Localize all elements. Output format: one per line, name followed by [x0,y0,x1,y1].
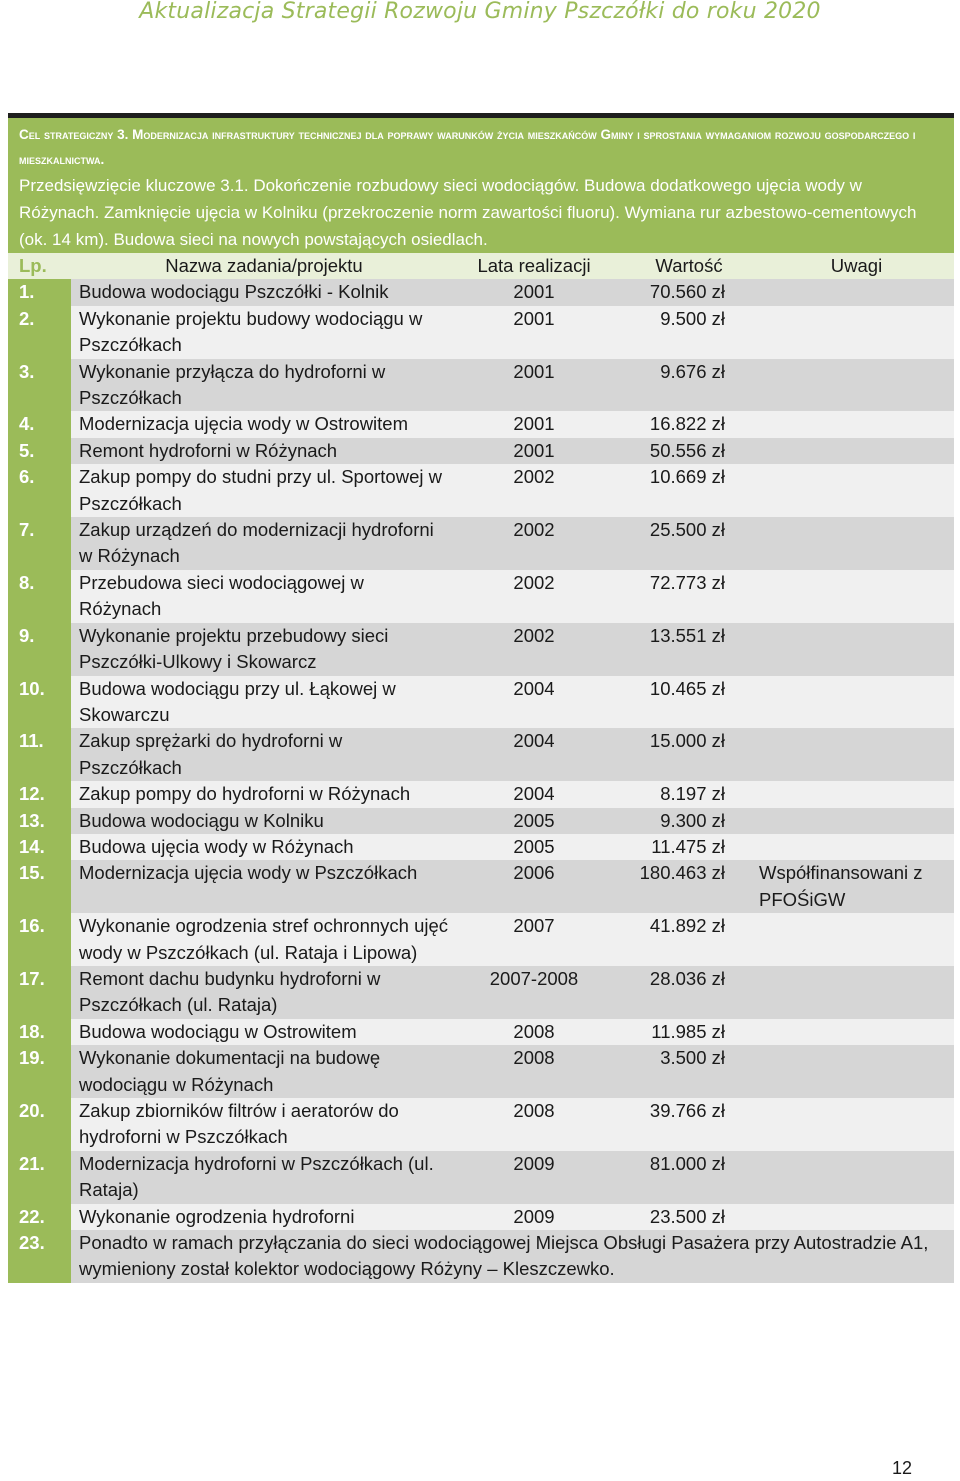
row-value: 25.500 zł [619,517,759,570]
row-years: 2001 [449,411,619,437]
row-notes [759,676,954,729]
row-name: Budowa wodociągu w Kolniku [71,808,449,834]
row-years: 2002 [449,464,619,517]
table-row [8,676,954,729]
row-years: 2009 [449,1151,619,1204]
row-name: Wykonanie ogrodzenia hydroforni [71,1204,449,1230]
row-notes [759,411,954,437]
row-name: Budowa wodociągu w Ostrowitem [71,1019,449,1045]
row-lp: 10. [8,676,71,729]
table-row [8,1204,954,1230]
row-value: 3.500 zł [619,1045,759,1098]
row-name: Modernizacja hydroforni w Pszczółkach (ul. Rataja) [71,1151,449,1204]
table-row-final [8,1230,954,1283]
header-name: Nazwa zadania/projektu [71,253,449,279]
row-years: 2004 [449,728,619,781]
row-lp: 17. [8,966,71,1019]
row-notes [759,728,954,781]
row-name: Wykonanie przyłącza do hydroforni w Pszczółkach [71,359,449,412]
row-lp: 9. [8,623,71,676]
row-name: Modernizacja ujęcia wody w Ostrowitem [71,411,449,437]
row-value: 9.300 zł [619,808,759,834]
row-notes [759,913,954,966]
row-value: 81.000 zł [619,1151,759,1204]
row-notes [759,623,954,676]
table-row [8,728,954,781]
row-notes [759,517,954,570]
table-row [8,860,954,913]
header-value: Wartość [619,253,759,279]
row-name: Wykonanie dokumentacji na budowę wodociągu w Różynach [71,1045,449,1098]
row-value: 70.560 zł [619,279,759,305]
tasks-table [8,253,954,1283]
row-lp: 16. [8,913,71,966]
row-lp: 12. [8,781,71,807]
row-years: 2004 [449,781,619,807]
row-years: 2001 [449,279,619,305]
row-years: 2002 [449,570,619,623]
row-notes [759,279,954,305]
row-years: 2001 [449,359,619,412]
row-lp: 4. [8,411,71,437]
row-notes [759,966,954,1019]
row-name: Wykonanie projektu budowy wodociągu w Pszczółkach [71,306,449,359]
row-value: 13.551 zł [619,623,759,676]
row-name: Budowa ujęcia wody w Różynach [71,834,449,860]
page-number: 12 [891,1458,912,1478]
key-action-banner: Przedsięwzięcie kluczowe 3.1. Dokończenie rozbudowy sieci wodociągów. Budowa dodatkowego ujęcia wody w Różynach. Zamknięcie ujęcia w Kolniku (przekroczenie norm zawartości fluoru). Wymiana rur azbestowo-cementowych (ok. 14 km). Budowa sieci na nowych powstających osiedlach. [8,172,954,253]
row-value: 10.669 zł [619,464,759,517]
row-notes [759,834,954,860]
row-name: Remont dachu budynku hydroforni w Pszczółkach (ul. Rataja) [71,966,449,1019]
row-lp: 13. [8,808,71,834]
row-notes: Współfinansowani z PFOŚiGW [759,860,954,913]
row-value: 10.465 zł [619,676,759,729]
row-years: 2001 [449,306,619,359]
table-row [8,411,954,437]
row-name: Budowa wodociągu Pszczółki - Kolnik [71,279,449,305]
row-notes [759,1151,954,1204]
row-lp: 2. [8,306,71,359]
row-notes [759,1019,954,1045]
table-row [8,623,954,676]
row-value: 9.500 zł [619,306,759,359]
row-value: 8.197 zł [619,781,759,807]
row-lp: 14. [8,834,71,860]
document-header-title: Aktualizacja Strategii Rozwoju Gminy Pszczółki do roku 2020 [139,0,821,24]
row-notes [759,808,954,834]
table-row [8,808,954,834]
row-years: 2008 [449,1098,619,1151]
row-value: 11.475 zł [619,834,759,860]
row-notes [759,1204,954,1230]
row-name: Wykonanie projektu przebudowy sieci Pszczółki-Ulkowy i Skowarcz [71,623,449,676]
row-years: 2006 [449,860,619,913]
row-notes [759,1098,954,1151]
row-note-text: Ponadto w ramach przyłączania do sieci wodociągowej Miejsca Obsługi Pasażera przy Autostradzie A1, wymieniony został kolektor wodociągowy Różyny – Kleszczewko. [71,1230,954,1283]
row-notes [759,359,954,412]
row-lp: 23. [8,1230,71,1283]
table-row [8,913,954,966]
row-value: 72.773 zł [619,570,759,623]
table-row [8,438,954,464]
table-row [8,781,954,807]
row-notes [759,1045,954,1098]
row-lp: 8. [8,570,71,623]
row-lp: 15. [8,860,71,913]
table-row [8,517,954,570]
table-row [8,1045,954,1098]
row-name: Modernizacja ujęcia wody w Pszczółkach [71,860,449,913]
table-row [8,834,954,860]
row-years: 2005 [449,808,619,834]
row-lp: 22. [8,1204,71,1230]
row-name: Przebudowa sieci wodociągowej w Różynach [71,570,449,623]
header-lp: Lp. [8,253,71,279]
row-notes [759,570,954,623]
row-name: Zakup pompy do studni przy ul. Sportowej w Pszczółkach [71,464,449,517]
row-years: 2008 [449,1019,619,1045]
table-row [8,464,954,517]
row-lp: 21. [8,1151,71,1204]
row-name: Zakup urządzeń do modernizacji hydroforni w Różynach [71,517,449,570]
table-row [8,570,954,623]
row-name: Remont hydroforni w Różynach [71,438,449,464]
row-lp: 3. [8,359,71,412]
row-lp: 19. [8,1045,71,1098]
table-row [8,1151,954,1204]
row-value: 50.556 zł [619,438,759,464]
row-value: 23.500 zł [619,1204,759,1230]
table-row [8,359,954,412]
row-years: 2008 [449,1045,619,1098]
row-value: 16.822 zł [619,411,759,437]
row-value: 15.000 zł [619,728,759,781]
row-lp: 20. [8,1098,71,1151]
strategic-goal-banner: Cel strategiczny 3. Modernizacja infrastruktury technicznej dla poprawy warunków życia mieszkańców Gminy i sprostania wymaganiom rozwoju gospodarczego i mieszkalnictwa. [8,118,954,172]
row-notes [759,438,954,464]
row-lp: 5. [8,438,71,464]
row-notes [759,464,954,517]
table-row [8,306,954,359]
table-row [8,966,954,1019]
row-value: 39.766 zł [619,1098,759,1151]
document-section [8,113,954,1283]
row-years: 2007-2008 [449,966,619,1019]
row-value: 28.036 zł [619,966,759,1019]
row-value: 11.985 zł [619,1019,759,1045]
row-name: Wykonanie ogrodzenia stref ochronnych ujęć wody w Pszczółkach (ul. Rataja i Lipowa) [71,913,449,966]
row-years: 2007 [449,913,619,966]
row-notes [759,781,954,807]
row-value: 9.676 zł [619,359,759,412]
row-lp: 11. [8,728,71,781]
row-value: 41.892 zł [619,913,759,966]
row-name: Budowa wodociągu przy ul. Łąkowej w Skowarczu [71,676,449,729]
row-years: 2005 [449,834,619,860]
row-name: Zakup pompy do hydroforni w Różynach [71,781,449,807]
row-notes [759,306,954,359]
row-lp: 1. [8,279,71,305]
table-row [8,1019,954,1045]
row-years: 2001 [449,438,619,464]
header-years: Lata realizacji [449,253,619,279]
table-row [8,1098,954,1151]
row-name: Zakup sprężarki do hydroforni w Pszczółkach [71,728,449,781]
header-notes: Uwagi [759,253,954,279]
row-lp: 7. [8,517,71,570]
row-lp: 18. [8,1019,71,1045]
row-lp: 6. [8,464,71,517]
row-years: 2009 [449,1204,619,1230]
table-header-row [8,253,954,279]
row-value: 180.463 zł [619,860,759,913]
row-name: Zakup zbiorników filtrów i aeratorów do hydroforni w Pszczółkach [71,1098,449,1151]
row-years: 2002 [449,623,619,676]
table-row [8,279,954,305]
row-years: 2004 [449,676,619,729]
row-years: 2002 [449,517,619,570]
